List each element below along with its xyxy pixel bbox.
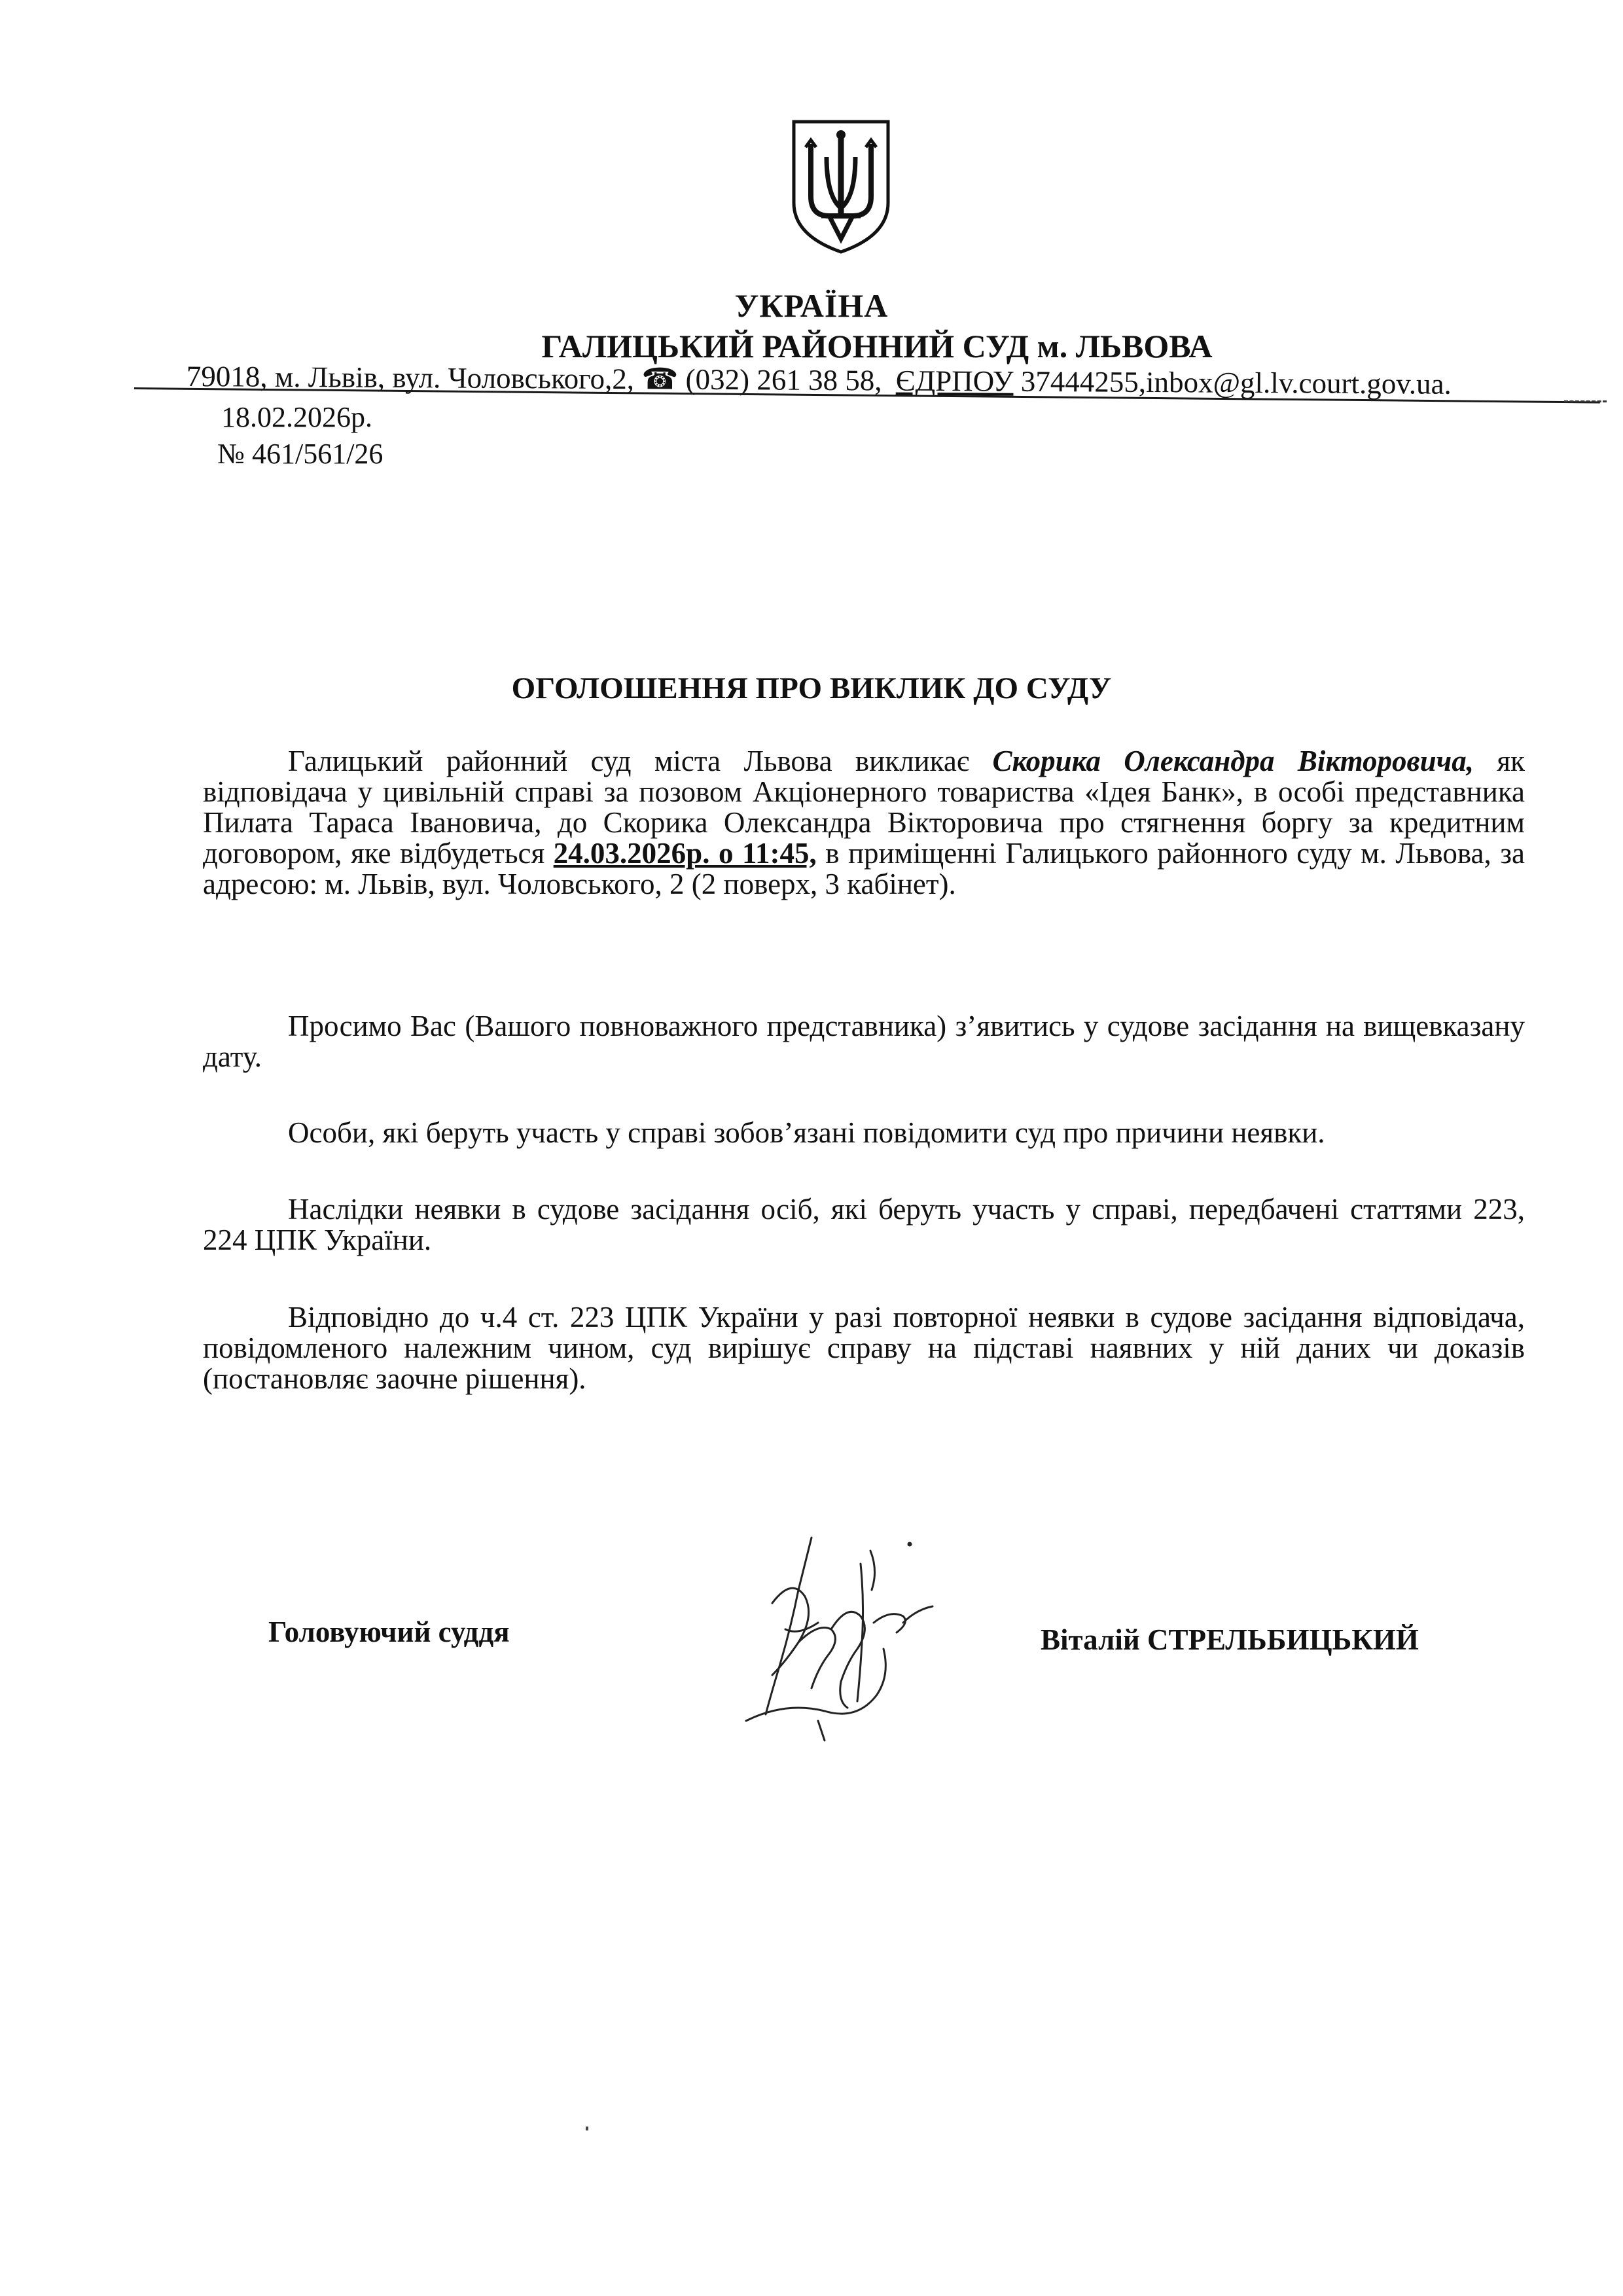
court-phone: (032) 261 38 58, xyxy=(685,362,882,397)
hearing-datetime: 24.03.2026р. о 11:45, xyxy=(553,837,817,870)
country-name: УКРАЇНА xyxy=(734,287,889,324)
paragraph-consequences: Наслідки неявки в судове засідання осіб, які беруть участь у справі, передбачені статтями 223, 224 ЦПК України. xyxy=(203,1193,1525,1256)
judge-name: Віталій СТРЕЛЬБИЦЬКИЙ xyxy=(1041,1623,1419,1656)
edrpou-label: ЄДРПОУ xyxy=(895,364,1014,398)
paragraph-summons-text-3: в приміщенні Галицького районного суду м. Львова, за адресою: м. Львів, вул. Чоловського, 2 (2 поверх, 3 кабінет). xyxy=(203,837,1525,900)
paragraph-default-judgment: Відповідно до ч.4 ст. 223 ЦПК України у разі повторної неявки в судове засідання відповідача, повідомленого належним чином, суд вирішує справу на підставі наявних у ній даних чи доказів (постановляє заочне рішення). xyxy=(203,1301,1525,1395)
court-address: 79018, м. Львів, вул. Чоловського,2, xyxy=(186,359,635,396)
header-divider-tail xyxy=(1564,400,1607,402)
judge-position: Головуючий суддя xyxy=(268,1616,510,1648)
telephone-icon: ☎ xyxy=(641,362,679,396)
paragraph-summons-text-2: як відповідача у цивільній справі за позовом Акціонерного товариства «Ідея Банк», в особі представника Пилата Тараса Івановича, до Скорика Олександра Вікторовича про стягнення боргу за кредитним договором, яке відбудеться xyxy=(203,745,1525,870)
scan-speck xyxy=(586,2127,588,2130)
edrpou-and-email: 37444255,inbox@gl.lv.court.gov.ua. xyxy=(1020,364,1452,400)
paragraph-obligation: Особи, які беруть участь у справі зобов’язані повідомити суд про причини неявки. xyxy=(288,1116,1325,1149)
defendant-name: Скорика Олександра Вікторовича, xyxy=(992,745,1474,777)
paragraph-request: Просимо Вас (Вашого повноважного представника) з’явитись у судове засідання на вищевказану дату. xyxy=(203,1010,1525,1073)
court-name: ГАЛИЦЬКИЙ РАЙОННИЙ СУД м. ЛЬВОВА xyxy=(541,328,1213,364)
paragraph-summons-text-1: Галицький районний суд міста Львова викликає xyxy=(288,745,993,777)
handwritten-signature-icon xyxy=(707,1525,955,1747)
trident-emblem-icon xyxy=(789,118,893,255)
document-title: ОГОЛОШЕННЯ ПРО ВИКЛИК ДО СУДУ xyxy=(511,671,1112,705)
paragraph-summons xyxy=(203,746,1525,900)
case-number: № 461/561/26 xyxy=(217,438,383,470)
document-date: 18.02.2026р. xyxy=(221,401,372,433)
